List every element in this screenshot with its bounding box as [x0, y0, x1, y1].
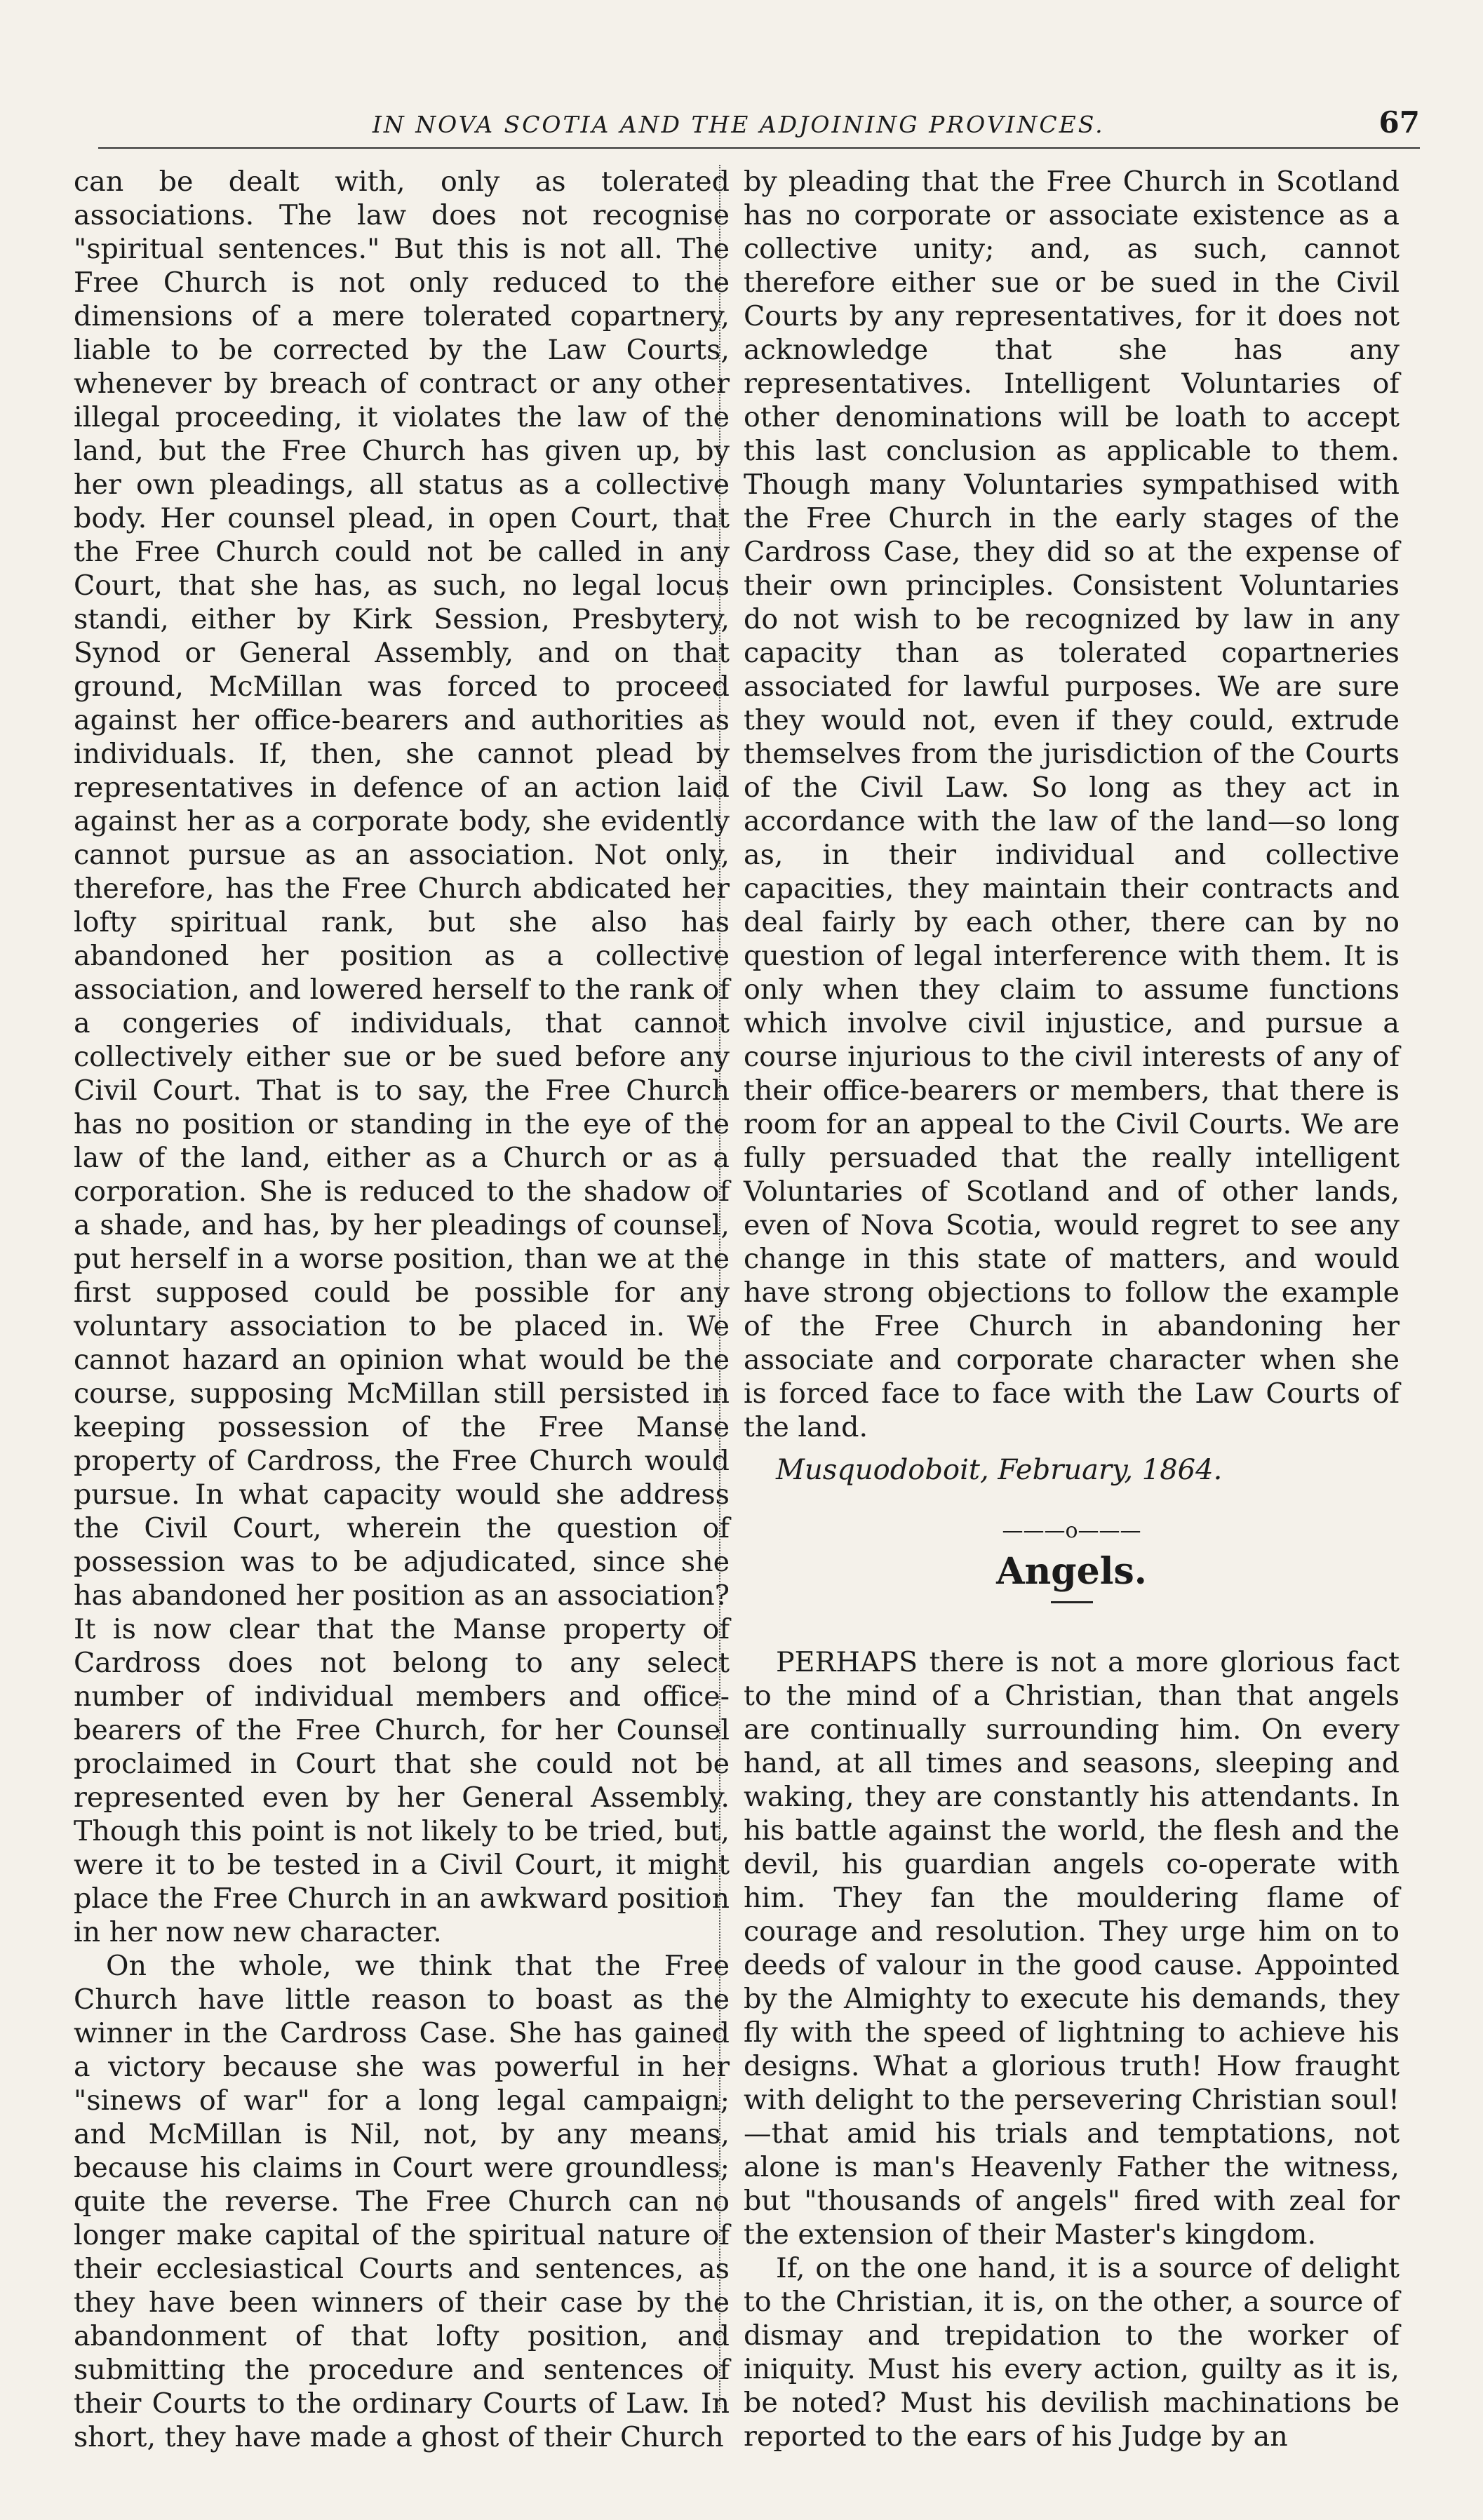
running-title: IN NOVA SCOTIA AND THE ADJOINING PROVINCES. — [372, 111, 1105, 138]
left-paragraph-2: On the whole, we think that the Free Church have little reason to boast as the winner in the Cardross Case. She has gained a victory because she was powerful in her "sinews of war" for a long legal campaign; and McMillan is Nil, not, by any means, because his claims in Court were groundless; quite the reverse. The Free Church can no longer make capital of the spiritual nature of their ecclesiastical Courts and sentences, as they have been winners of their case by the abandonment of that lofty position, and submitting the procedure and sentences of their Courts to the ordinary Courts of Law. In short, they have made a ghost of their Church — [74, 1950, 730, 2453]
page-header — [98, 105, 1420, 149]
right-column — [744, 165, 1400, 2453]
left-column — [74, 165, 730, 2454]
signoff-place-date: Musquodoboit, February, 1864. — [776, 1454, 1223, 1486]
right-paragraph-1: by pleading that the Free Church in Scotland has no corporate or associate existence as a collective unity; and, as such, cannot therefore either sue or be sued in the Civil Courts by any representatives, for it does not acknowledge that she has any representatives. Intelligent Voluntaries of other denominations will be loath to accept this last conclusion as applicable to them. Though many Voluntaries sympathised with the Free Church in the early stages of the Cardross Case, they did so at the expense of their own principles. Consistent Voluntaries do not wish to be recognized by law in any capacity than as tolerated copartneries associated for lawful purposes. We are sure they would not, even if they could, extrude themselves from the jurisdiction of the Courts of the Civil Law. So long as they act in accordance with the law of the land—so long as, in their individual and collective capacities, they maintain their contracts and deal fairly by each other, there can by no question of legal interference with them. It is only when they claim to assume functions which involve civil injustice, and pursue a course injurious to the civil interests of any of their office-bearers or members, that there is room for an appeal to the Civil Courts. We are fully persuaded that the really intelligent Voluntaries of Scotland and of other lands, even of Nova Scotia, would regret to see any change in this state of matters, and would have strong objections to follow the example of the Free Church in abandoning her associate and corporate character when she is forced face to face with the Law Courts of the land. — [744, 166, 1400, 1443]
angels-paragraph-2: If, on the one hand, it is a source of delight to the Christian, it is, on the other, a source of dismay and trepidation to the worker of iniquity. Must his every action, guilty as it is, be noted? Must his devilish machinations be reported to the ears of his Judge by an — [744, 2252, 1400, 2453]
page-number: 67 — [1378, 105, 1420, 140]
section-heading: Angels. — [996, 1550, 1147, 1593]
angels-paragraph-1: PERHAPS there is not a more glorious fact to the mind of a Christian, than that angels are continually surrounding him. On every hand, at all times and seasons, sleeping and waking, they are constantly his attendants. In his battle against the world, the flesh and the devil, his guardian angels co-operate with him. They fan the mouldering flame of courage and resolution. They urge him on to deeds of valour in the good cause. Appointed by the Almighty to execute his demands, they fly with the speed of lightning to achieve his designs. What a glorious truth! How fraught with delight to the persevering Christian soul!—that amid his trials and temptations, not alone is man's Heavenly Father the witness, but "thousands of angels" fired with zeal for the extension of their Master's kingdom. — [744, 1646, 1400, 2251]
left-paragraph-1: can be dealt with, only as tolerated associations. The law does not recognise "spiritual sentences." But this is not all. The Free Church is not only reduced to the dimensions of a mere tolerated copartnery, liable to be corrected by the Law Courts, whenever by breach of contract or any other illegal proceeding, it violates the law of the land, but the Free Church has given up, by her own pleadings, all status as a collective body. Her counsel plead, in open Court, that the Free Church could not be called in any Court, that she has, as such, no legal locus standi, either by Kirk Session, Presbytery, Synod or General Assembly, and on that ground, McMillan was forced to proceed against her office-bearers and authorities as individuals. If, then, she cannot plead by representatives in defence of an action laid against her as a corporate body, she evidently cannot pursue as an association. Not only, therefore, has the Free Church abdicated her lofty spiritual rank, but she also has abandoned her position as a collective association, and lowered herself to the rank of a congeries of individuals, that cannot collectively either sue or be sued before any Civil Court. That is to say, the Free Church has no position or standing in the eye of the law of the land, either as a Church or as a corporation. She is reduced to the shadow of a shade, and has, by her pleadings of counsel, put herself in a worse position, than we at the first supposed could be possible for any voluntary association to be placed in. We cannot hazard an opinion what would be the course, supposing McMillan still persisted in keeping possession of the Free Manse property of Cardross, the Free Church would pursue. In what capacity would she address the Civil Court, wherein the question of possession was to be adjudicated, since she has abandoned her position as an association? It is now clear that the Manse property of Cardross does not belong to any select number of individual members and office-bearers of the Free Church, for her Counsel proclaimed in Court that she could not be represented even by her General Assembly. Though this point is not likely to be tried, but, were it to be tested in a Civil Court, it might place the Free Church in an awkward position in her now new character. — [74, 166, 730, 1948]
heading-rule — [1051, 1601, 1093, 1603]
ornament-divider: ———o——— — [1002, 1518, 1141, 1543]
